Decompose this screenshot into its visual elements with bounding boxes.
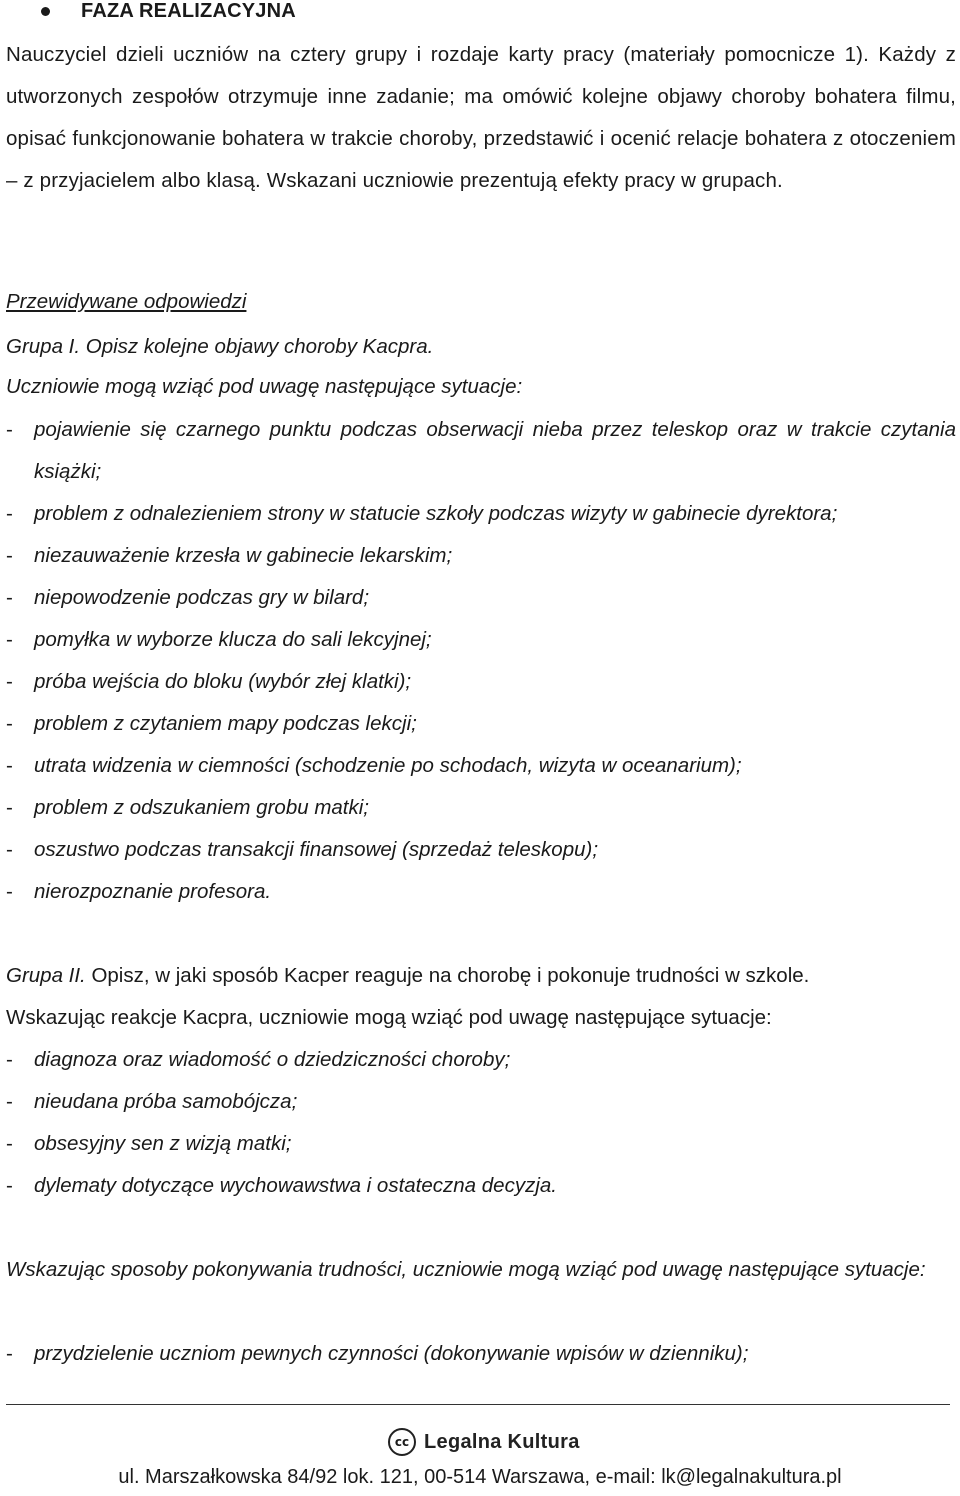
- list-item: - pojawienie się czarnego punktu podczas obserwacji nieba przez teleskop oraz w trakcie czytania książki;: [6, 409, 956, 493]
- dash-marker: -: [6, 544, 13, 567]
- list-item: - oszustwo podczas transakcji finansowej (sprzedaż teleskopu);: [6, 829, 956, 871]
- list-item: - problem z odszukaniem grobu matki;: [6, 787, 956, 829]
- list-item: - pomyłka w wyborze klucza do sali lekcyjnej;: [6, 619, 956, 661]
- dash-marker: -: [6, 502, 13, 525]
- group1-lead: Uczniowie mogą wziąć pod uwagę następujące sytuacje:: [6, 375, 523, 398]
- list-item: - nieudana próba samobójcza;: [6, 1081, 956, 1123]
- list-item: - diagnoza oraz wiadomość o dziedziczności choroby;: [6, 1039, 956, 1081]
- list-item: - przydzielenie uczniom pewnych czynności (dokonywanie wpisów w dzienniku);: [6, 1333, 956, 1375]
- list-item: - problem z odnalezieniem strony w statucie szkoły podczas wizyty w gabinecie dyrektora;: [6, 493, 956, 535]
- list-item: - niezauważenie krzesła w gabinecie lekarskim;: [6, 535, 956, 577]
- legalna-kultura-logo: [388, 1428, 580, 1456]
- dash-marker: -: [6, 628, 13, 651]
- dash-marker: -: [6, 796, 13, 819]
- list-item: - niepowodzenie podczas gry w bilard;: [6, 577, 956, 619]
- group2-title: Grupa II. Opisz, w jaki sposób Kacper reaguje na chorobę i pokonuje trudności w szkole.: [6, 964, 810, 987]
- list-item: - nierozpoznanie profesora.: [6, 871, 956, 913]
- dash-marker: -: [6, 1048, 13, 1071]
- list-item: - utrata widzenia w ciemności (schodzenie po schodach, wizyta w oceanarium);: [6, 745, 956, 787]
- footer-divider: [6, 1404, 950, 1405]
- group2-lead: Wskazując reakcje Kacpra, uczniowie mogą wziąć pod uwagę następujące sytuacje:: [6, 1006, 772, 1029]
- expected-answers-heading: Przewidywane odpowiedzi: [6, 290, 247, 313]
- logo-text: Legalna Kultura: [424, 1430, 580, 1453]
- list-item: - próba wejścia do bloku (wybór złej klatki);: [6, 661, 956, 703]
- group1-title: Grupa I. Opisz kolejne objawy choroby Kacpra.: [6, 335, 434, 358]
- section-heading: FAZA REALIZACYJNA: [0, 0, 296, 28]
- dash-marker: -: [6, 418, 13, 441]
- dash-marker: -: [6, 1174, 13, 1197]
- bullet-icon: [41, 7, 50, 16]
- dash-marker: -: [6, 712, 13, 735]
- dash-marker: -: [6, 1132, 13, 1155]
- dash-marker: -: [6, 670, 13, 693]
- creative-commons-icon: cc: [388, 1428, 416, 1456]
- list-item: - dylematy dotyczące wychowawstwa i ostateczna decyzja.: [6, 1165, 956, 1207]
- intro-paragraph: Nauczyciel dzieli uczniów na cztery grupy i rozdaje karty pracy (materiały pomocnicze 1). Każdy z utworzonych zespołów otrzymuje inne zadanie; ma omówić kolejne objawy choroby bohatera filmu, opisać funkcjonowanie bohatera w trakcie choroby, przedstawić i ocenić relacje bohatera z otoczeniem – z przyjacielem albo klasą. Wskazani uczniowie prezentują efekty pracy w grupach.: [6, 43, 956, 192]
- dash-marker: -: [6, 880, 13, 903]
- dash-marker: -: [6, 586, 13, 609]
- list-item: - problem z czytaniem mapy podczas lekcji;: [6, 703, 956, 745]
- dash-marker: -: [6, 1342, 13, 1365]
- dash-marker: -: [6, 1090, 13, 1113]
- dash-marker: -: [6, 838, 13, 861]
- list-item: - obsesyjny sen z wizją matki;: [6, 1123, 956, 1165]
- footer-address: ul. Marszałkowska 84/92 lok. 121, 00-514 Warszawa, e-mail: lk@legalnakultura.pl: [118, 1466, 842, 1488]
- dash-marker: -: [6, 754, 13, 777]
- group2-lead-2: Wskazując sposoby pokonywania trudności, uczniowie mogą wziąć pod uwagę następujące sytuacje:: [6, 1258, 926, 1281]
